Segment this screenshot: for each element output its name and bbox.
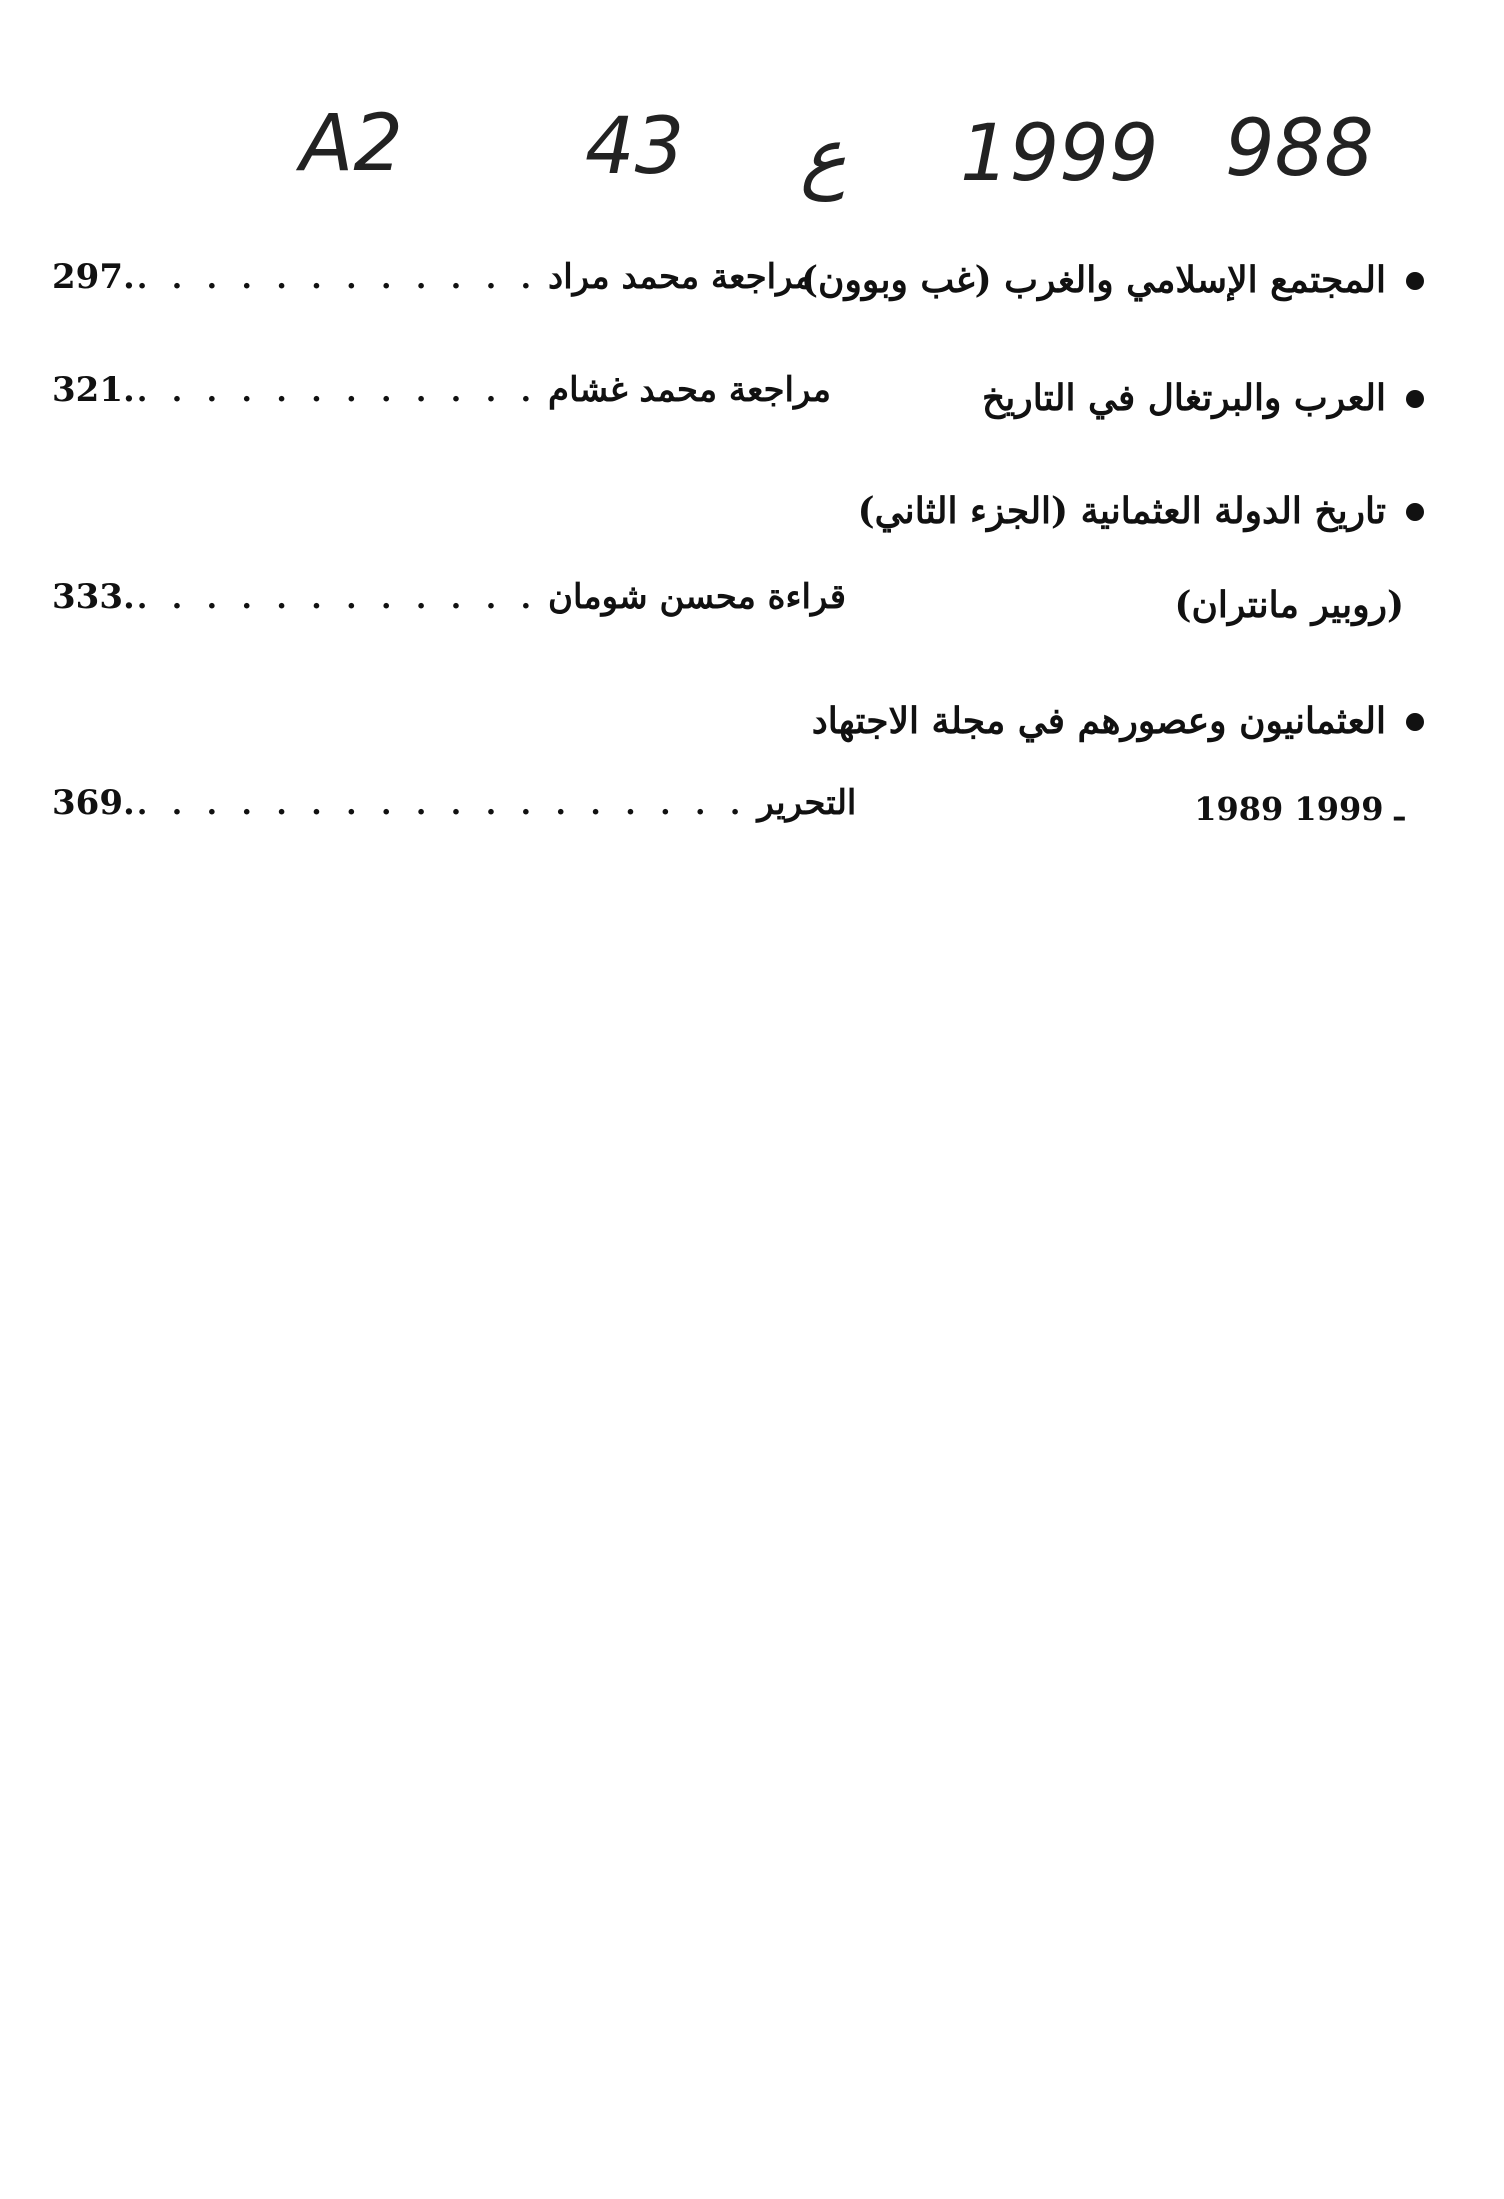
toc-entry-reference xyxy=(52,783,857,826)
bullet-icon xyxy=(1406,390,1424,408)
handwritten-note-1999: 1999 xyxy=(960,109,1159,199)
handwritten-catalog-note xyxy=(0,95,1504,205)
dot-leader: . . . . . . . . . . . . xyxy=(136,581,539,616)
toc-entry-page: 297. xyxy=(52,257,135,297)
handwritten-note-ain: ع xyxy=(800,112,847,202)
toc-entry-reference xyxy=(52,370,831,413)
toc-entry-title: العثمانيون وعصورهم في مجلة الاجتهاد xyxy=(812,703,1424,739)
bullet-icon xyxy=(1406,272,1424,290)
toc-entry-credit: مراجعة محمد مراد xyxy=(548,257,814,297)
toc-entry-reference xyxy=(52,577,846,620)
toc-entry-title: المجتمع الإسلامي والغرب (غب وبوون) xyxy=(801,262,1424,298)
toc-entry-title-continued: (روبير مانتران) xyxy=(1174,584,1404,626)
handwritten-note-43: 43 xyxy=(585,102,685,192)
dot-leader: . . . . . . . . . . . . xyxy=(136,261,539,296)
toc-entry-credit: قراءة محسن شومان xyxy=(548,577,846,617)
toc-entry-credit: مراجعة محمد غشام xyxy=(548,370,831,410)
dot-leader: . . . . . . . . . . . . xyxy=(136,374,539,409)
handwritten-note-a2: A2 xyxy=(300,99,403,189)
toc-entry-title: العرب والبرتغال في التاريخ xyxy=(982,380,1424,416)
toc-entry-title-continued: 1989 ـ 1999 xyxy=(1194,790,1404,828)
toc-entry-credit: التحرير xyxy=(757,783,857,823)
toc-entry-title: تاريخ الدولة العثمانية (الجزء الثاني) xyxy=(858,493,1424,529)
toc-entry-reference xyxy=(52,257,814,300)
bullet-icon xyxy=(1406,713,1424,731)
bullet-icon xyxy=(1406,503,1424,521)
toc-entry-page: 369. xyxy=(52,783,135,823)
toc-entry-page: 321. xyxy=(52,370,135,410)
handwritten-note-988: 988 xyxy=(1225,104,1374,194)
toc-entry-page: 333. xyxy=(52,577,135,617)
dot-leader: . . . . . . . . . . . . . . . . . . xyxy=(136,787,748,822)
